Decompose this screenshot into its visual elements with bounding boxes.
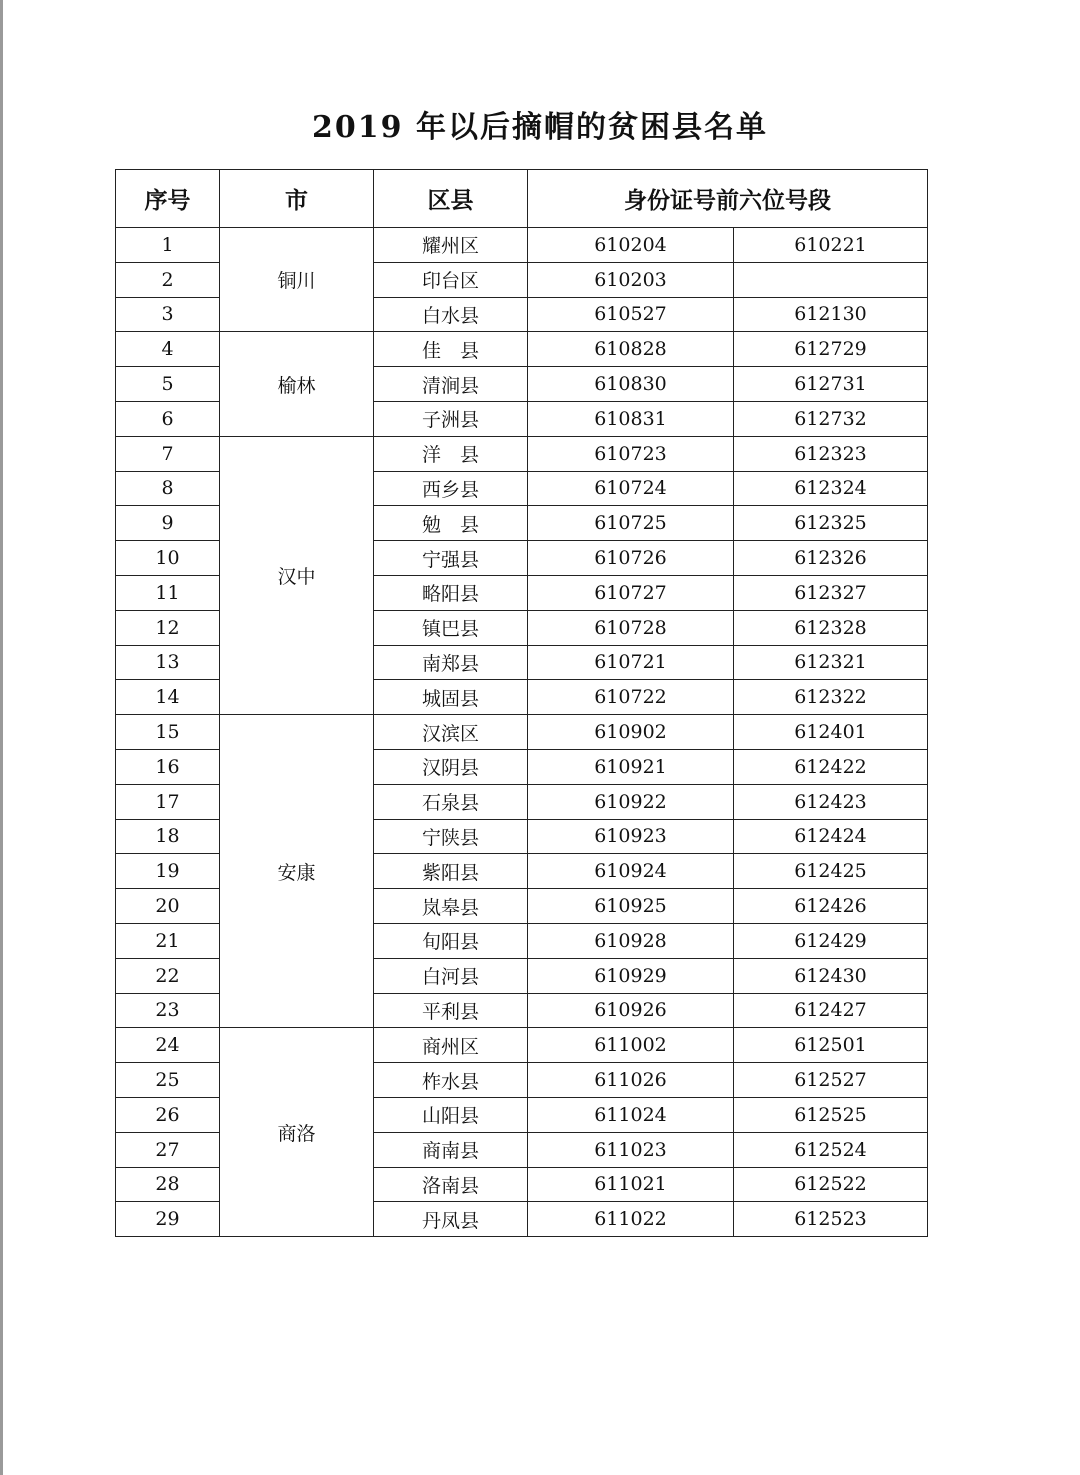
cell-id-prefix-2: 612525 xyxy=(734,1097,928,1132)
cell-seq: 21 xyxy=(116,923,220,958)
cell-id-prefix-2: 612527 xyxy=(734,1063,928,1098)
cell-id-prefix-1: 611021 xyxy=(528,1167,734,1202)
cell-id-prefix-1: 611023 xyxy=(528,1132,734,1167)
cell-county: 石泉县 xyxy=(374,784,528,819)
cell-seq: 29 xyxy=(116,1202,220,1237)
cell-id-prefix-1: 610722 xyxy=(528,680,734,715)
table-row xyxy=(116,332,928,367)
cell-seq: 4 xyxy=(116,332,220,367)
cell-county: 洋 县 xyxy=(374,436,528,471)
cell-seq: 28 xyxy=(116,1167,220,1202)
cell-id-prefix-1: 611024 xyxy=(528,1097,734,1132)
cell-id-prefix-2: 612323 xyxy=(734,436,928,471)
cell-id-prefix-1: 610925 xyxy=(528,889,734,924)
cell-county: 西乡县 xyxy=(374,471,528,506)
cell-county: 山阳县 xyxy=(374,1097,528,1132)
cell-county: 汉阴县 xyxy=(374,749,528,784)
cell-seq: 24 xyxy=(116,1028,220,1063)
cell-county: 紫阳县 xyxy=(374,854,528,889)
cell-id-prefix-2: 610221 xyxy=(734,228,928,263)
cell-county: 丹凤县 xyxy=(374,1202,528,1237)
cell-county: 洛南县 xyxy=(374,1167,528,1202)
cell-id-prefix-2: 612422 xyxy=(734,749,928,784)
table-row xyxy=(116,1028,928,1063)
cell-seq: 23 xyxy=(116,993,220,1028)
cell-county: 商州区 xyxy=(374,1028,528,1063)
cell-id-prefix-1: 610923 xyxy=(528,819,734,854)
cell-seq: 10 xyxy=(116,541,220,576)
table-body xyxy=(116,228,928,1237)
cell-id-prefix-1: 610724 xyxy=(528,471,734,506)
cell-id-prefix-1: 610728 xyxy=(528,610,734,645)
header-city: 市 xyxy=(220,170,374,228)
cell-seq: 7 xyxy=(116,436,220,471)
cell-id-prefix-1: 610921 xyxy=(528,749,734,784)
cell-id-prefix-2: 612322 xyxy=(734,680,928,715)
cell-seq: 11 xyxy=(116,575,220,610)
cell-county: 宁陕县 xyxy=(374,819,528,854)
cell-seq: 8 xyxy=(116,471,220,506)
cell-county: 白河县 xyxy=(374,958,528,993)
header-seq: 序号 xyxy=(116,170,220,228)
cell-id-prefix-1: 611026 xyxy=(528,1063,734,1098)
cell-city: 商洛 xyxy=(220,1028,374,1237)
cell-id-prefix-2: 612427 xyxy=(734,993,928,1028)
cell-seq: 14 xyxy=(116,680,220,715)
cell-county: 平利县 xyxy=(374,993,528,1028)
cell-seq: 6 xyxy=(116,401,220,436)
cell-id-prefix-1: 611002 xyxy=(528,1028,734,1063)
cell-id-prefix-1: 610527 xyxy=(528,297,734,332)
header-id-prefix: 身份证号前六位号段 xyxy=(528,170,928,228)
cell-county: 柞水县 xyxy=(374,1063,528,1098)
cell-county: 城固县 xyxy=(374,680,528,715)
cell-county: 勉 县 xyxy=(374,506,528,541)
cell-id-prefix-2: 612732 xyxy=(734,401,928,436)
cell-id-prefix-1: 610902 xyxy=(528,715,734,750)
cell-id-prefix-2: 612325 xyxy=(734,506,928,541)
cell-seq: 5 xyxy=(116,367,220,402)
cell-id-prefix-1: 610725 xyxy=(528,506,734,541)
cell-id-prefix-1: 610924 xyxy=(528,854,734,889)
cell-county: 旬阳县 xyxy=(374,923,528,958)
cell-id-prefix-1: 610830 xyxy=(528,367,734,402)
cell-seq: 20 xyxy=(116,889,220,924)
cell-seq: 25 xyxy=(116,1063,220,1098)
cell-county: 略阳县 xyxy=(374,575,528,610)
cell-id-prefix-1: 610727 xyxy=(528,575,734,610)
cell-id-prefix-2: 612130 xyxy=(734,297,928,332)
cell-id-prefix-2: 612321 xyxy=(734,645,928,680)
cell-county: 汉滨区 xyxy=(374,715,528,750)
cell-id-prefix-2: 612426 xyxy=(734,889,928,924)
table-header-row xyxy=(116,170,928,228)
cell-id-prefix-2: 612326 xyxy=(734,541,928,576)
cell-id-prefix-1: 610922 xyxy=(528,784,734,819)
cell-id-prefix-2: 612401 xyxy=(734,715,928,750)
cell-county: 镇巴县 xyxy=(374,610,528,645)
cell-id-prefix-2: 612524 xyxy=(734,1132,928,1167)
cell-id-prefix-2: 612425 xyxy=(734,854,928,889)
cell-county: 南郑县 xyxy=(374,645,528,680)
cell-id-prefix-1: 610726 xyxy=(528,541,734,576)
cell-id-prefix-2: 612731 xyxy=(734,367,928,402)
cell-id-prefix-2: 612429 xyxy=(734,923,928,958)
cell-id-prefix-2: 612430 xyxy=(734,958,928,993)
cell-id-prefix-1: 611022 xyxy=(528,1202,734,1237)
document-title: 2019 年以后摘帽的贫困县名单 xyxy=(312,110,768,145)
cell-seq: 27 xyxy=(116,1132,220,1167)
cell-seq: 1 xyxy=(116,228,220,263)
cell-id-prefix-2: 612424 xyxy=(734,819,928,854)
cell-county: 白水县 xyxy=(374,297,528,332)
cell-seq: 3 xyxy=(116,297,220,332)
cell-seq: 9 xyxy=(116,506,220,541)
cell-id-prefix-2: 612729 xyxy=(734,332,928,367)
cell-seq: 26 xyxy=(116,1097,220,1132)
cell-id-prefix-1: 610204 xyxy=(528,228,734,263)
cell-seq: 19 xyxy=(116,854,220,889)
page-edge-line xyxy=(0,0,3,1475)
cell-id-prefix-2: 612328 xyxy=(734,610,928,645)
county-list-table xyxy=(115,169,928,1237)
cell-seq: 13 xyxy=(116,645,220,680)
cell-city: 榆林 xyxy=(220,332,374,436)
cell-id-prefix-2: 612501 xyxy=(734,1028,928,1063)
cell-id-prefix-1: 610721 xyxy=(528,645,734,680)
cell-id-prefix-1: 610203 xyxy=(528,262,734,297)
cell-seq: 17 xyxy=(116,784,220,819)
cell-id-prefix-1: 610831 xyxy=(528,401,734,436)
cell-seq: 18 xyxy=(116,819,220,854)
cell-id-prefix-2: 612522 xyxy=(734,1167,928,1202)
cell-seq: 2 xyxy=(116,262,220,297)
cell-id-prefix-2: 612423 xyxy=(734,784,928,819)
cell-id-prefix-1: 610926 xyxy=(528,993,734,1028)
cell-county: 佳 县 xyxy=(374,332,528,367)
cell-seq: 16 xyxy=(116,749,220,784)
header-county: 区县 xyxy=(374,170,528,228)
cell-city: 铜川 xyxy=(220,228,374,332)
table-row xyxy=(116,228,928,263)
cell-id-prefix-2: 612327 xyxy=(734,575,928,610)
cell-seq: 22 xyxy=(116,958,220,993)
cell-county: 子洲县 xyxy=(374,401,528,436)
cell-id-prefix-2: 612324 xyxy=(734,471,928,506)
cell-county: 岚皋县 xyxy=(374,889,528,924)
cell-county: 商南县 xyxy=(374,1132,528,1167)
cell-id-prefix-1: 610928 xyxy=(528,923,734,958)
cell-id-prefix-2: 612523 xyxy=(734,1202,928,1237)
cell-id-prefix-1: 610723 xyxy=(528,436,734,471)
cell-city: 汉中 xyxy=(220,436,374,714)
table-row xyxy=(116,715,928,750)
cell-id-prefix-1: 610929 xyxy=(528,958,734,993)
cell-id-prefix-1: 610828 xyxy=(528,332,734,367)
cell-county: 印台区 xyxy=(374,262,528,297)
table-row xyxy=(116,436,928,471)
cell-county: 宁强县 xyxy=(374,541,528,576)
cell-id-prefix-2 xyxy=(734,262,928,297)
cell-city: 安康 xyxy=(220,715,374,1028)
cell-seq: 15 xyxy=(116,715,220,750)
cell-seq: 12 xyxy=(116,610,220,645)
cell-county: 清涧县 xyxy=(374,367,528,402)
cell-county: 耀州区 xyxy=(374,228,528,263)
